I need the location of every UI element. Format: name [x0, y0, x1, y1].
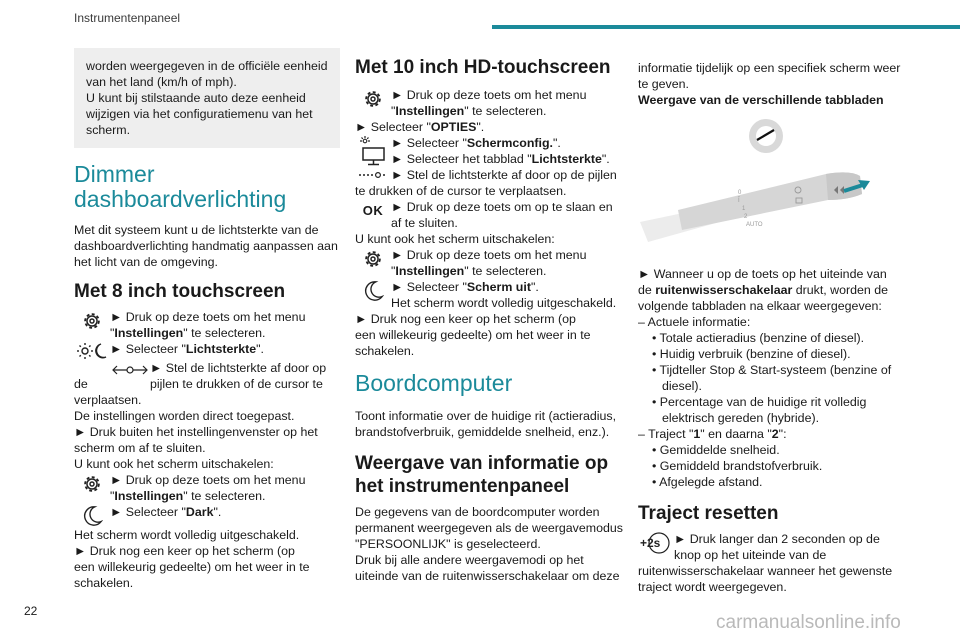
intro-line: brandstofverbruik, gemiddelde snelheid, enz.).: [355, 425, 610, 439]
ok-icon-label: OK: [362, 203, 384, 218]
slider-arrows-icon: [110, 362, 150, 382]
body-text: een willekeurig gedeelte) om het weer in te: [74, 560, 310, 574]
body-text: permanent weergegeven als de weergavemodus: [355, 521, 623, 535]
note-line: worden weergegeven in de officiële eenheid: [86, 59, 328, 73]
subtitle-10inch: Met 10 inch HD-touchscreen: [355, 57, 611, 78]
note-line: wijzigen via het configuratiemenu van het: [86, 107, 313, 121]
svg-text:AUTO: AUTO: [746, 222, 763, 228]
body-text: schakelen.: [74, 576, 134, 590]
moon-icon: [74, 504, 110, 527]
list-heading: – Traject "1" en daarna "2":: [638, 427, 787, 441]
svg-text:2: 2: [744, 214, 748, 220]
step-settings: [74, 309, 340, 341]
step-text: ► Druk op deze toets om op te slaan en: [391, 200, 613, 214]
body-text: De instellingen worden direct toegepast.: [74, 409, 295, 423]
screen-brightness-icon: [355, 135, 391, 166]
step-settings: [355, 87, 623, 119]
step-text: ► Selecteer "Dark".: [110, 505, 222, 519]
section-title-boordcomputer: Boordcomputer: [355, 370, 513, 396]
step-screen-config: [355, 135, 623, 167]
body-text: informatie tijdelijk op een specifiek scherm weer: [638, 61, 901, 75]
dotted-slider-icon: [355, 167, 391, 182]
subtitle-line: Weergave van informatie op: [355, 453, 609, 474]
note-line: van het land (km/h of mph).: [86, 75, 237, 89]
step-text: af te sluiten.: [391, 216, 458, 230]
bold-heading: Weergave van de verschillende tabbladen: [638, 93, 884, 107]
body-text: ruitenwisserschakelaar wanneer het gewenste: [638, 564, 893, 578]
list-item: • Totale actieradius (benzine of diesel).: [652, 331, 865, 345]
list-item: • Tijdteller Stop & Start-systeem (benzine of diesel).: [652, 363, 892, 393]
gear-icon: [74, 309, 110, 332]
list-item: • Huidig verbruik (benzine of diesel).: [652, 347, 851, 361]
body-text: De gegevens van de boordcomputer worden: [355, 505, 600, 519]
step-text: "Instellingen" te selecteren.: [391, 264, 547, 278]
plus-2s-icon: [638, 531, 674, 554]
watermark: carmanualsonline.info: [716, 612, 901, 633]
intro-line: Met dit systeem kunt u de lichtsterkte van de: [74, 223, 319, 237]
page-number: 22: [24, 604, 38, 618]
step-text: ► Selecteer "Lichtsterkte".: [110, 342, 264, 356]
step-text: ► Stel de lichtsterkte af door op de pijlen: [391, 168, 617, 182]
body-text: ► Druk nog een keer op het scherm (op: [355, 312, 576, 326]
intro-line: dashboardverlichting handmatig aanpassen aan: [74, 239, 338, 253]
brightness-moon-icon: [74, 341, 110, 360]
step-text: "Instellingen" te selecteren.: [110, 489, 266, 503]
step-text: knop op het uiteinde van de: [674, 548, 827, 562]
body-text: scherm om af te sluiten.: [74, 441, 206, 455]
step-text: verplaatsen.: [74, 393, 142, 407]
body-text: U kunt ook het scherm uitschakelen:: [355, 232, 555, 246]
gear-icon: [74, 472, 110, 495]
column-3: [638, 48, 906, 595]
step-text: "Instellingen" te selecteren.: [110, 326, 266, 340]
step-text: ► Selecteer "Schermconfig.".: [391, 136, 561, 150]
intro-text: [355, 408, 623, 440]
svg-text:+2s: +2s: [640, 536, 661, 550]
subtitle-8inch: Met 8 inch touchscreen: [74, 281, 286, 302]
body-text: Het scherm wordt volledig uitgeschakeld.: [74, 528, 300, 542]
step-screen-off: [355, 279, 623, 311]
step-text: ► Druk langer dan 2 seconden op de: [674, 532, 880, 546]
subtitle-line: het instrumentenpaneel: [355, 476, 570, 497]
subtitle-weergave: [355, 452, 623, 498]
step-text: de: [74, 377, 88, 391]
step-text: ► Druk op deze toets om het menu: [110, 310, 306, 324]
step-reset: [638, 531, 906, 563]
gear-icon: [355, 247, 391, 270]
body-text: "PERSOONLIJK" is geselecteerd.: [355, 537, 541, 551]
step-text: Het scherm wordt volledig uitgeschakeld.: [391, 296, 617, 310]
header-title: Instrumentenpaneel: [74, 11, 181, 25]
step-text: te drukken of de cursor te verplaatsen.: [355, 184, 567, 198]
body-text: schakelen.: [355, 344, 415, 358]
step-slider: [74, 360, 340, 408]
step-text: ► Druk op deze toets om het menu: [391, 248, 587, 262]
header-accent-bar: [492, 25, 960, 29]
step-text: ► Selecteer het tabblad "Lichtsterkte".: [391, 152, 610, 166]
column-1: [74, 48, 340, 591]
moon-icon: [355, 279, 391, 302]
body-text: volgende tabbladen na elkaar weergegeven:: [638, 299, 882, 313]
step-settings-2: [74, 472, 340, 504]
gear-icon: [355, 87, 391, 110]
step-brightness: [74, 341, 340, 360]
list-heading: – Actuele informatie:: [638, 315, 751, 329]
body-text: ► Wanneer u op de toets op het uiteinde van: [638, 267, 887, 281]
intro-line: het licht van de omgeving.: [74, 255, 218, 269]
body-text: uiteinde van de ruitenwisserschakelaar om deze: [355, 569, 620, 583]
intro-line: Toont informatie over de huidige rit (actieradius,: [355, 409, 617, 423]
svg-text:Ĩ: Ĩ: [738, 198, 740, 204]
step-text: ► Selecteer "Scherm uit".: [391, 280, 539, 294]
step-ok: [355, 199, 623, 231]
intro-text: [74, 222, 340, 270]
body-text: Druk bij alle andere weergavemodi op het: [355, 553, 584, 567]
step-text: ► Druk op deze toets om het menu: [110, 473, 306, 487]
list-item: • Gemiddeld brandstofverbruik.: [652, 459, 823, 473]
body-text: de ruitenwisserschakelaar drukt, worden de: [638, 283, 889, 297]
step-text: ► Selecteer "OPTIES".: [355, 120, 485, 134]
step-text: "Instellingen" te selecteren.: [391, 104, 547, 118]
column-2: [355, 48, 623, 584]
note-box: [74, 48, 340, 148]
note-line: scherm.: [86, 123, 131, 137]
step-slider: [355, 167, 623, 183]
note-line: U kunt bij stilstaande auto deze eenheid: [86, 91, 306, 105]
step-text: ► Stel de lichtsterkte af door op: [150, 361, 327, 375]
subtitle-traject-resetten: Traject resetten: [638, 503, 779, 524]
body-text: traject wordt weergegeven.: [638, 580, 787, 594]
list-item: • Gemiddelde snelheid.: [652, 443, 780, 457]
list-item: • Afgelegde afstand.: [652, 475, 763, 489]
svg-text:0: 0: [738, 190, 742, 196]
title-line: Dimmer: [74, 161, 155, 187]
step-text: pijlen te drukken of de cursor te: [150, 377, 323, 391]
step-settings-2: [355, 247, 623, 279]
steering-wheel-icon: [749, 119, 783, 153]
step-dark: [74, 504, 340, 527]
body-text: U kunt ook het scherm uitschakelen:: [74, 457, 274, 471]
body-text: een willekeurig gedeelte) om het weer in te: [355, 328, 591, 342]
step-text: ► Druk op deze toets om het menu: [391, 88, 587, 102]
ok-icon: [355, 199, 391, 219]
body-text: ► Druk buiten het instellingenvenster op het: [74, 425, 318, 439]
body-text: te geven.: [638, 77, 689, 91]
list-item: • Percentage van de huidige rit volledig elektrisch gereden (hybride).: [652, 395, 867, 425]
title-line: dashboardverlichting: [74, 186, 287, 212]
body-text: ► Druk nog een keer op het scherm (op: [74, 544, 295, 558]
wiper-stalk-illustration: [638, 114, 906, 260]
section-title-dimmer: [74, 162, 340, 212]
svg-text:1: 1: [742, 206, 746, 212]
